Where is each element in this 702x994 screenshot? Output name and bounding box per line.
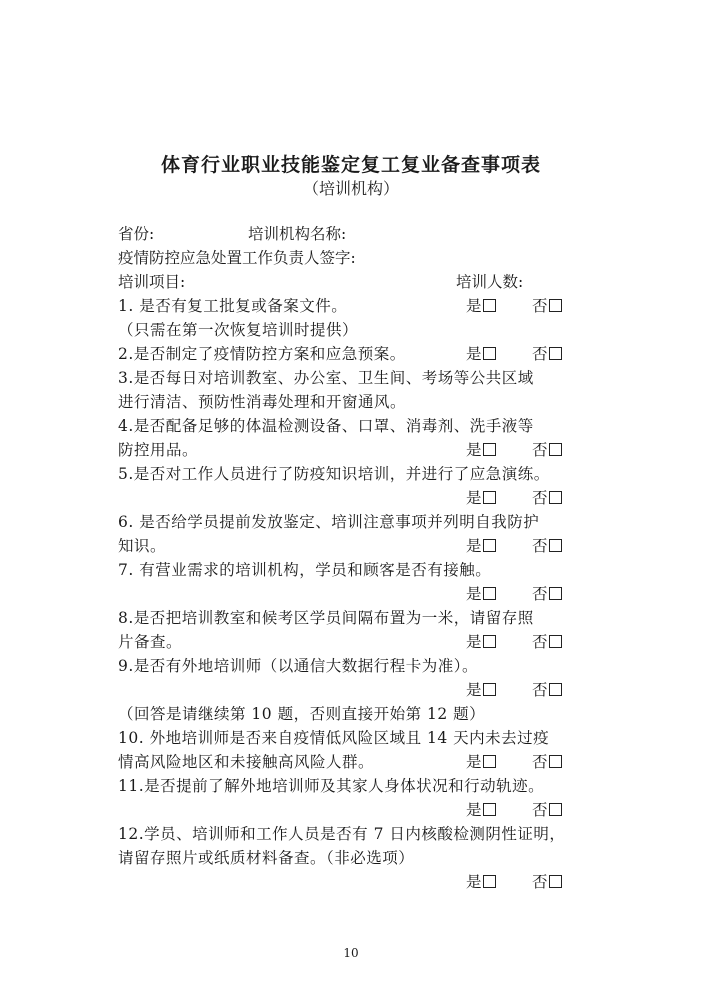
checkbox[interactable] [549,683,562,696]
checkbox[interactable] [483,491,496,504]
checkbox[interactable] [549,443,562,456]
no-option[interactable]: 否 [532,294,562,316]
question-4-line-1: 4.是否配备足够的体温检测设备、口罩、消毒剂、洗手液等 [118,417,534,435]
yes-option[interactable]: 是 [466,438,496,460]
yes-option[interactable]: 是 [466,294,496,316]
yes-option[interactable]: 是 [466,582,496,604]
page-subtitle: （培训机构） [302,179,399,198]
checkbox[interactable] [483,299,496,312]
checkbox[interactable] [483,587,496,600]
no-option[interactable]: 否 [532,582,562,604]
question-3-line-2: 进行清洁、预防性消毒处理和开窗通风。 [118,393,407,411]
trainee-count-label: 培训人数: [456,273,524,291]
checkbox[interactable] [549,299,562,312]
question-11-line-1: 11.是否提前了解外地培训师及其家人身体状况和行动轨迹。 [118,777,545,795]
checkbox[interactable] [483,443,496,456]
no-option[interactable]: 否 [532,342,562,364]
checkbox[interactable] [483,755,496,768]
checkbox[interactable] [483,875,496,888]
no-option[interactable]: 否 [532,438,562,460]
checkbox[interactable] [549,347,562,360]
checkbox[interactable] [483,803,496,816]
question-8-line-2: 片备查。 [118,633,183,651]
no-option[interactable]: 否 [532,486,562,508]
question-4-line-2: 防控用品。 [118,441,199,459]
page-number: 10 [343,946,359,960]
checkbox[interactable] [549,803,562,816]
no-option[interactable]: 否 [532,750,562,772]
org-name-label: 培训机构名称: [248,225,347,243]
yes-option[interactable]: 是 [466,678,496,700]
no-option[interactable]: 否 [532,678,562,700]
question-9-line-1: 9.是否有外地培训师（以通信大数据行程卡为准）。 [118,657,479,675]
yes-option[interactable]: 是 [466,750,496,772]
question-10-line-1: 10. 外地培训师是否来自疫情低风险区域且 14 天内未去过疫 [118,729,550,747]
checkbox[interactable] [549,635,562,648]
checkbox[interactable] [549,491,562,504]
checkbox[interactable] [549,587,562,600]
checkbox[interactable] [483,347,496,360]
question-8-line-1: 8.是否把培训教室和候考区学员间隔布置为一米，请留存照 [118,609,534,627]
question-6-line-1: 6. 是否给学员提前发放鉴定、培训注意事项并列明自我防护 [118,513,540,531]
checkbox[interactable] [549,875,562,888]
signer-label: 疫情防控应急处置工作负责人签字: [118,249,356,267]
no-option[interactable]: 否 [532,870,562,892]
question-12-line-1: 12.学员、培训师和工作人员是否有 7 日内核酸检测阴性证明， [118,825,566,843]
yes-option[interactable]: 是 [466,534,496,556]
question-1-line-1: 1. 是否有复工批复或备案文件。 [118,297,348,315]
no-option[interactable]: 否 [532,630,562,652]
question-5-line-1: 5.是否对工作人员进行了防疫知识培训，并进行了应急演练。 [118,465,550,483]
checkbox[interactable] [483,635,496,648]
checkbox[interactable] [549,755,562,768]
project-label: 培训项目: [118,273,186,291]
question-10-line-2: 情高风险地区和未接触高风险人群。 [118,753,375,771]
checkbox[interactable] [483,683,496,696]
no-option[interactable]: 否 [532,534,562,556]
question-9-line-2: （回答是请继续第 10 题，否则直接开始第 12 题） [118,705,486,723]
question-1-line-2: （只需在第一次恢复培训时提供） [118,321,359,339]
question-6-line-2: 知识。 [118,537,167,555]
yes-option[interactable]: 是 [466,486,496,508]
question-3-line-1: 3.是否每日对培训教室、办公室、卫生间、考场等公共区域 [118,369,534,387]
checkbox[interactable] [549,539,562,552]
yes-option[interactable]: 是 [466,342,496,364]
question-12-line-2: 请留存照片或纸质材料备查。（非必选项） [118,849,415,867]
yes-option[interactable]: 是 [466,630,496,652]
question-2-line-1: 2.是否制定了疫情防控方案和应急预案。 [118,345,406,363]
no-option[interactable]: 否 [532,798,562,820]
province-label: 省份: [118,225,155,243]
yes-option[interactable]: 是 [466,870,496,892]
checkbox[interactable] [483,539,496,552]
question-7-line-1: 7. 有营业需求的培训机构，学员和顾客是否有接触。 [118,561,492,579]
page-title: 体育行业职业技能鉴定复工复业备查事项表 [160,154,541,176]
yes-option[interactable]: 是 [466,798,496,820]
